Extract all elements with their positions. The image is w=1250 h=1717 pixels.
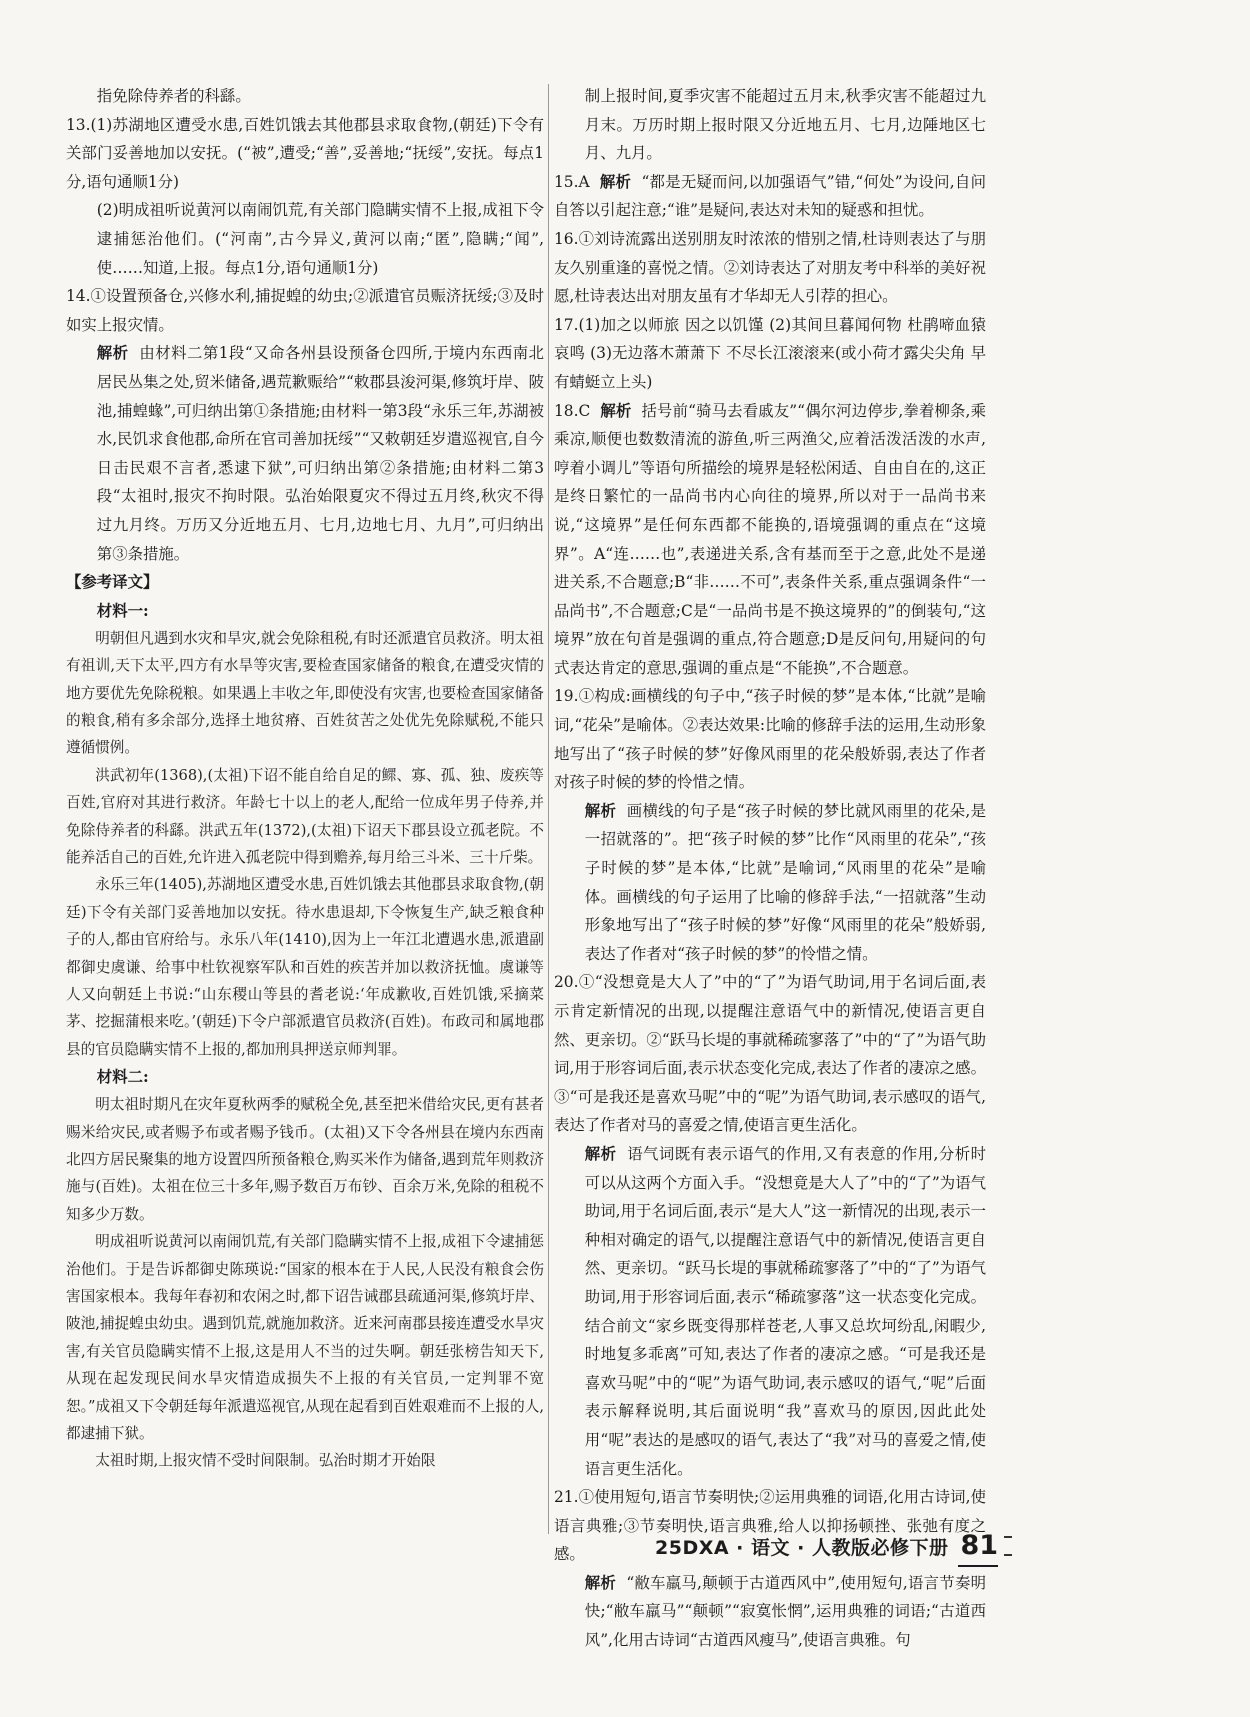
q19-answer: 19.①构成:画横线的句子中,“孩子时候的梦”是本体,“比就”是喻词,“花朵”是喻体。②表达效果:比喻的修辞手法的运用,生动形象地写出了“孩子时候的梦”好像风雨里的花朵般娇弱,表达了作者对孩子时候的梦的怜惜之情。 <box>554 687 986 792</box>
q18-head: 18.C <box>554 401 591 420</box>
q13-part1: 13.(1)苏湖地区遭受水患,百姓饥饿去其他郡县求取食物,(朝廷)下令有关部门妥善地加以安抚。(“被”,遭受;“善”,妥善地;“抚绥”,安抚。每点1分,语句通顺1分) <box>66 115 544 191</box>
page-marker-icon <box>1004 1536 1012 1556</box>
material1-heading: 材料一: <box>96 601 149 620</box>
q21-analysis <box>554 1569 986 1655</box>
analysis-label: 解析 <box>599 172 632 191</box>
q15-answer <box>554 168 986 225</box>
analysis-text: 画横线的句子是“孩子时候的梦比就风雨里的花朵,是一招就落的”。把“孩子时候的梦”比作“风雨里的花朵”,“孩子时候的梦”是本体,“比就”是喻词,“风雨里的花朵”是喻体。画横线的句子运用了比喻的修辞手法,“一招就落”生动形象地写出了“孩子时候的梦”好像“风雨里的花朵”般娇弱,表达了作者对“孩子时候的梦”的怜惜之情。 <box>584 801 986 963</box>
material1-para: 洪武初年(1368),(太祖)下诏不能自给自足的鳏、寡、孤、独、废疾等百姓,官府对其进行救济。年龄七十以上的老人,配给一位成年男子侍养,并免除侍养者的科繇。洪武五年(1372),(太祖)下诏天下郡县设立孤老院。不能养活自己的百姓,允许进入孤老院中得到赡养,每月给三斗米、三十斤柴。 <box>66 766 544 866</box>
page-number-wrap <box>948 1530 998 1561</box>
q19-analysis <box>554 797 986 969</box>
intro-line: 指免除侍养者的科繇。 <box>96 87 251 105</box>
analysis-text: 由材料二第1段“又命各州县设预备仓四所,于境内东西南北居民丛集之处,贸米储备,遇荒歉赈给”“敕郡县浚河渠,修筑圩岸、陂池,捕蝗蝝”,可归纳出第①条措施;由材料一第3段“永乐三年,苏湖被水,民饥求食他郡,命所在官司善加抚绥”“又敕朝廷岁遣巡视官,自今日击民艰不言者,悉逮下狱”,可归纳出第②条措施;由材料二第3段“太祖时,报灾不拘时限。弘治始限夏灾不得过五月终,秋灾不得过九月终。万历又分近地五月、七月,边地七月、九月”,可归纳出第③条措施。 <box>96 344 544 563</box>
material2-para: 明成祖听说黄河以南闹饥荒,有关部门隐瞒实情不上报,成祖下令逮捕惩治他们。于是告诉都御史陈瑛说:“国家的根本在于人民,人民没有粮食会伤害国家根本。我每年春初和农闲之时,都下诏告诫郡县疏通河渠,修筑圩岸、陂池,捕捉蝗虫幼虫。遇到饥荒,就施加救济。近来河南郡县接连遭受水旱灾害,有关官员隐瞒实情不上报,这是用人不当的过失啊。朝廷张榜告知天下,从现在起发现民间水旱灾情造成损失不上报的有关官员,一定判罪不宽恕。”成祖又下令朝廷每年派遣巡视官,从现在起看到百姓艰难而不上报的人,都逮捕下狱。 <box>66 1233 544 1443</box>
q18-answer <box>554 397 986 683</box>
material1-para: 永乐三年(1405),苏湖地区遭受水患,百姓饥饿去其他郡县求取食物,(朝廷)下令有关部门妥善地加以安抚。待水患退却,下令恢复生产,缺乏粮食种子的人,都由官府给与。永乐八年(1410),因为上一年江北遭遇水患,派遣副都御史虞谦、给事中杜钦视察军队和百姓的疾苦并加以救济抚恤。虞谦等人又向朝廷上书说:“山东稷山等县的耆老说:‘年成歉收,百姓饥饿,采摘菜茅、挖掘蒲根来吃。’(朝廷)下令户部派遣官员救济(百姓)。布政司和属地郡县的官员隐瞒实情不上报的,都加刑具押送京师判罪。 <box>66 876 544 1058</box>
q20-analysis <box>554 1140 986 1483</box>
page-number: 81 <box>960 1530 999 1561</box>
column-divider <box>548 84 549 1534</box>
analysis-text: “敝车羸马,颠顿于古道西风中”,使用短句,语言节奏明快;“敝车羸马”“颠顿”“寂寞怅惘”,运用典雅的词语;“古道西风”,化用古诗词“古道西风瘦马”,使语言典雅。句 <box>584 1573 986 1650</box>
right-column <box>554 82 986 1655</box>
material2-heading: 材料二: <box>96 1068 149 1087</box>
q15-head: 15.A <box>554 172 590 191</box>
q17-answer: 17.(1)加之以师旅 因之以饥馑 (2)其间旦暮闻何物 杜鹃啼血猿哀鸣 (3)无边落木萧萧下 不尽长江滚滚来(或小荷才露尖尖角 早有蜻蜓立上头) <box>554 315 986 391</box>
book-code: 25DXA · 语文 · 人教版必修下册 <box>655 1537 949 1559</box>
material2-para: 太祖时期,上报灾情不受时间限制。弘治时期才开始限 <box>95 1452 436 1470</box>
translation-continuation: 制上报时间,夏季灾害不能超过五月末,秋季灾害不能超过九月末。万历时期上报时限又分近地五月、七月,边陲地区七月、九月。 <box>584 87 986 163</box>
analysis-label: 解析 <box>584 801 617 820</box>
analysis-text: 括号前“骑马去看戚友”“偶尔河边停步,拳着柳条,乘乘凉,顺便也数数清流的游鱼,听三两渔父,应着活泼活泼的水声,哼着小调儿”等语句所描绘的境界是轻松闲适、自由自在的,这正是终日繁忙的一品尚书内心向往的境界,所以对于一品尚书来说,“这境界”是任何东西都不能换的,语境强调的重点在“这境界”。A“连……也”,表递进关系,含有基而至于之意,此处不是递进关系,不合题意;B“非……不可”,表条件关系,重点强调条件“一品尚书”,不合题意;C是“一品尚书是不换这境界的”的倒装句,“这境界”放在句首是强调的重点,符合题意;D是反问句,用疑问的句式表达肯定的意思,强调的重点是“不能换”,不合题意。 <box>554 401 986 677</box>
q20-answer: 20.①“没想竟是大人了”中的“了”为语气助词,用于名词后面,表示肯定新情况的出现,以提醒注意语气中的新情况,使语言更自然、更亲切。②“跃马长堤的事就稀疏寥落了”中的“了”为语气助词,用于形容词后面,表示状态变化完成,表达了作者的凄凉之感。③“可是我还是喜欢马呢”中的“呢”为语气助词,表示感叹的语气,表达了作者对马的喜爱之情,使语言更生活化。 <box>554 973 986 1135</box>
left-column <box>66 82 544 1475</box>
analysis-label: 解析 <box>584 1144 617 1163</box>
analysis-label: 解析 <box>600 401 632 420</box>
analysis-label: 解析 <box>584 1573 617 1592</box>
q13-part2: (2)明成祖听说黄河以南闹饥荒,有关部门隐瞒实情不上报,成祖下令逮捕惩治他们。(“河南”,古今异义,黄河以南;“匿”,隐瞒;“闻”,使……知道,上报。每点1分,语句通顺1分) <box>96 201 544 277</box>
analysis-text: “都是无疑而问,以加强语气”错,“何处”为设问,自问自答以引起注意;“谁”是疑问,表达对未知的疑惑和担忧。 <box>554 172 986 220</box>
analysis-label: 解析 <box>96 344 129 363</box>
page-footer <box>655 1530 1012 1570</box>
q21-answer: 21.①使用短句,语言节奏明快;②运用典雅的词语,化用古诗词,使语言典雅;③节奏明快,语言典雅,给人以抑扬顿挫、张弛有度之感。 <box>554 1488 986 1564</box>
material2-para: 明太祖时期凡在灾年夏秋两季的赋税全免,甚至把米借给灾民,更有甚者赐米给灾民,或者赐予布或者赐予钱币。(太祖)又下令各州县在境内东西南北四方居民聚集的地方设置四所预备粮仓,购买米作为储备,遇到荒年则救济施与(百姓)。太祖在位三十多年,赐予数百万布钞、百余万米,免除的租税不知多少万数。 <box>66 1096 544 1223</box>
analysis-text: 语气词既有表示语气的作用,又有表意的作用,分析时可以从这两个方面入手。“没想竟是大人了”中的“了”为语气助词,用于名词后面,表示“是大人”这一新情况的出现,表示一种相对确定的语气,以提醒注意语气中的新情况,使语言更自然、更亲切。“跃马长堤的事就稀疏寥落了”中的“了”为语气助词,用于形容词后面,表示“稀疏寥落”这一状态变化完成。结合前文“家乡既变得那样苍老,人事又总坎坷纷乱,闲暇少,时地复多乖离”可知,表达了作者的凄凉之感。“可是我还是喜欢马呢”中的“呢”为语气助词,表示感叹的语气,“呢”后面表示解释说明,其后面说明“我”喜欢马的原因,因此此处用“呢”表达的是感叹的语气,表达了“我”对马的喜爱之情,使语言更生活化。 <box>584 1144 986 1478</box>
q14-analysis <box>66 339 544 568</box>
material1-para: 明朝但凡遇到水灾和旱灾,就会免除租税,有时还派遣官员救济。明太祖有祖训,天下太平,四方有水旱等灾害,要检查国家储备的粮食,在遭受灾情的地方要优先免除税粮。如果遇上丰收之年,即使没有灾害,也要检查国家储备的粮食,稍有多余部分,选择土地贫瘠、百姓贫苦之处优先免除赋税,不能只遵循惯例。 <box>66 629 544 757</box>
reference-translation-heading: 【参考译文】 <box>66 573 159 592</box>
q16-answer: 16.①刘诗流露出送别朋友时浓浓的惜别之情,杜诗则表达了与朋友久别重逢的喜悦之情。②刘诗表达了对朋友考中科举的美好祝愿,杜诗表达出对朋友虽有才华却无人引荐的担心。 <box>554 229 986 306</box>
q14-answer: 14.①设置预备仓,兴修水利,捕捉蝗的幼虫;②派遣官员赈济抚绥;③及时如实上报灾情。 <box>66 287 544 334</box>
